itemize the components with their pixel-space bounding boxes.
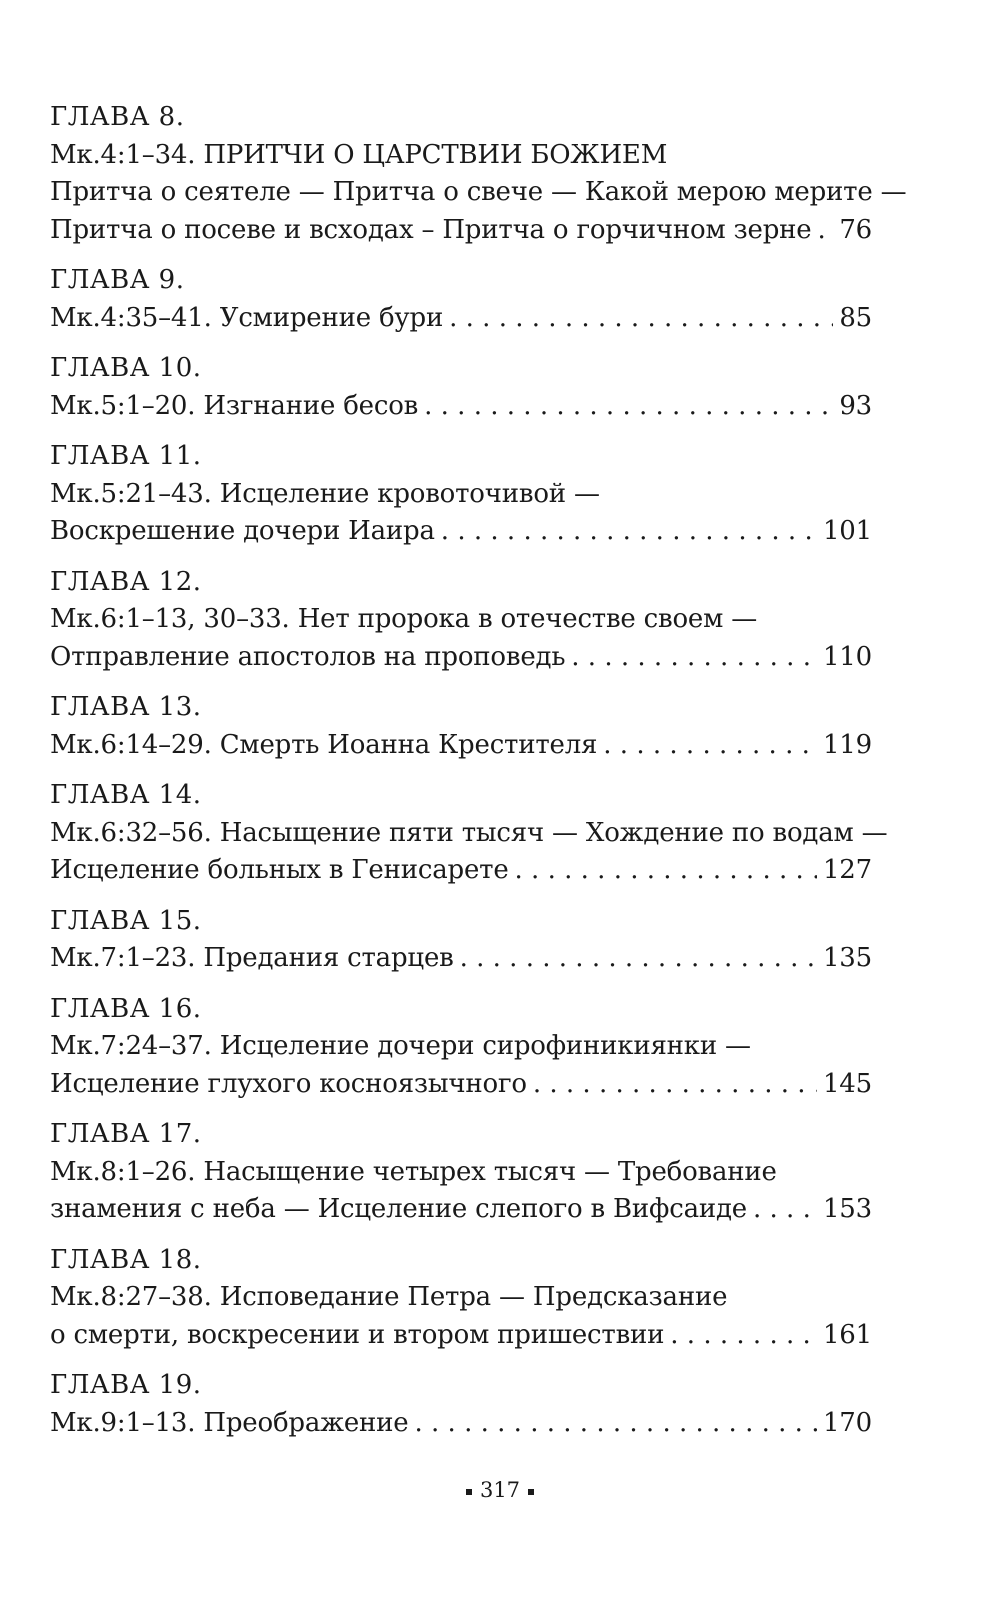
toc-entry bbox=[50, 438, 872, 551]
square-bullet-icon bbox=[466, 1489, 472, 1495]
entry-line: Мк.5:21–43. Исцеление кровоточивой — bbox=[50, 478, 600, 509]
entry-last-line bbox=[50, 727, 872, 765]
entry-title: Мк.4:35–41. Усмирение бури bbox=[50, 302, 444, 333]
toc-entry bbox=[50, 689, 872, 764]
toc-entry bbox=[50, 350, 872, 425]
toc-entry bbox=[50, 1367, 872, 1442]
chapter-heading: ГЛАВА 16. bbox=[50, 993, 202, 1024]
entry-last-line bbox=[50, 212, 872, 250]
leader-dots bbox=[533, 1066, 817, 1104]
entry-last-line bbox=[50, 940, 872, 978]
leader-dots bbox=[515, 852, 817, 890]
entry-last-line bbox=[50, 300, 872, 338]
page-ref: 135 bbox=[822, 943, 872, 973]
page-ref: 161 bbox=[822, 1319, 872, 1350]
chapter-heading: ГЛАВА 11. bbox=[50, 441, 202, 471]
page-ref: 101 bbox=[822, 516, 872, 546]
toc-entry bbox=[50, 903, 872, 978]
leader-dots bbox=[603, 727, 817, 765]
chapter-heading: ГЛАВА 15. bbox=[50, 905, 202, 936]
leader-dots bbox=[817, 212, 833, 250]
entry-title: Мк.7:1–23. Предания старцев bbox=[50, 943, 454, 973]
toc-entry bbox=[50, 777, 888, 890]
leader-dots bbox=[753, 1191, 817, 1229]
chapter-heading: ГЛАВА 19. bbox=[50, 1370, 202, 1400]
entry-line: Мк.6:32–56. Насыщение пяти тысяч — Хождение по водам — bbox=[50, 817, 888, 848]
leader-dots bbox=[571, 639, 817, 677]
toc-entry bbox=[50, 99, 907, 249]
page-footer bbox=[0, 1478, 1000, 1502]
page-ref: 127 bbox=[822, 855, 872, 885]
chapter-heading: ГЛАВА 18. bbox=[50, 1244, 202, 1275]
entry-title: Мк.5:1–20. Изгнание бесов bbox=[50, 390, 419, 421]
entry-title: Отправление апостолов на проповедь bbox=[50, 641, 566, 672]
chapter-heading: ГЛАВА 13. bbox=[50, 692, 202, 722]
entry-title: знамения с неба — Исцеление слепого в Вифсаиде bbox=[50, 1194, 747, 1224]
chapter-heading: ГЛАВА 9. bbox=[50, 265, 185, 295]
entry-last-line bbox=[50, 388, 872, 426]
chapter-heading: ГЛАВА 8. bbox=[50, 102, 185, 132]
page-ref: 153 bbox=[822, 1194, 872, 1224]
entry-line: Мк.4:1–34. ПРИТЧИ О ЦАРСТВИИ БОЖИЕМ bbox=[50, 139, 668, 170]
page-ref: 85 bbox=[839, 302, 872, 333]
entry-title: Мк.9:1–13. Преображение bbox=[50, 1407, 409, 1438]
page-number: 317 bbox=[479, 1478, 521, 1502]
entry-last-line bbox=[50, 1066, 872, 1104]
leader-dots bbox=[424, 388, 833, 426]
toc-entry bbox=[50, 991, 872, 1104]
leader-dots bbox=[460, 940, 817, 978]
page-ref: 119 bbox=[822, 729, 872, 760]
chapter-heading: ГЛАВА 17. bbox=[50, 1119, 202, 1149]
entry-line: Мк.8:27–38. Исповедание Петра — Предсказание bbox=[50, 1282, 728, 1312]
leader-dots bbox=[449, 300, 833, 338]
toc-entry bbox=[50, 262, 872, 337]
entry-line: Мк.6:1–13, 30–33. Нет пророка в отечестве своем — bbox=[50, 604, 758, 634]
leader-dots bbox=[415, 1405, 817, 1443]
chapter-heading: ГЛАВА 14. bbox=[50, 780, 202, 810]
entry-line: Мк.7:24–37. Исцеление дочери сирофиникиянки — bbox=[50, 1031, 751, 1061]
chapter-heading: ГЛАВА 10. bbox=[50, 353, 202, 383]
entry-title: Мк.6:14–29. Смерть Иоанна Крестителя bbox=[50, 729, 598, 760]
entry-last-line bbox=[50, 1405, 872, 1443]
entry-title: Исцеление глухого косноязычного bbox=[50, 1068, 527, 1099]
page-ref: 170 bbox=[822, 1407, 872, 1438]
entry-last-line bbox=[50, 513, 872, 551]
table-of-contents bbox=[50, 99, 907, 1455]
page-ref: 145 bbox=[822, 1068, 872, 1099]
entry-title: Притча о посеве и всходах – Притча о горчичном зерне bbox=[50, 214, 812, 245]
entry-line: Мк.8:1–26. Насыщение четырех тысяч — Требование bbox=[50, 1156, 777, 1187]
toc-entry bbox=[50, 1242, 872, 1355]
page-ref: 93 bbox=[839, 390, 872, 421]
toc-entry bbox=[50, 1116, 872, 1229]
entry-last-line bbox=[50, 1191, 872, 1229]
page-ref: 110 bbox=[822, 641, 872, 672]
entry-title: Воскрешение дочери Иаира bbox=[50, 516, 435, 546]
chapter-heading: ГЛАВА 12. bbox=[50, 566, 202, 597]
toc-entry bbox=[50, 564, 872, 677]
entry-title: о смерти, воскресении и втором пришествии bbox=[50, 1319, 665, 1350]
entry-line: Притча о сеятеле — Притча о свече — Какой мерою мерите — bbox=[50, 177, 907, 207]
entry-last-line bbox=[50, 639, 872, 677]
leader-dots bbox=[670, 1317, 817, 1355]
entry-title: Исцеление больных в Генисарете bbox=[50, 855, 509, 885]
leader-dots bbox=[441, 513, 817, 551]
page-ref: 76 bbox=[839, 214, 872, 245]
entry-last-line bbox=[50, 852, 872, 890]
square-bullet-icon bbox=[528, 1489, 534, 1495]
entry-last-line bbox=[50, 1317, 872, 1355]
